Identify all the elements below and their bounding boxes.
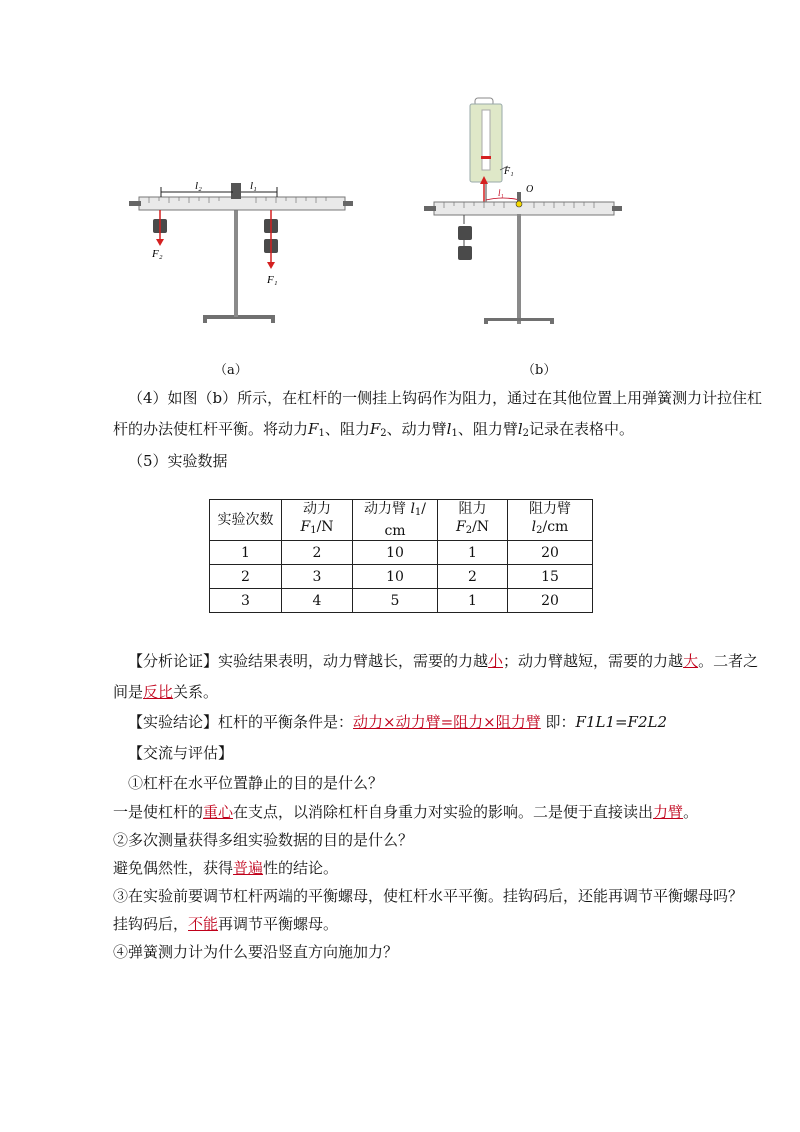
right-nut xyxy=(343,201,353,206)
label-l2: l₂ xyxy=(195,180,202,192)
table-row: 3 4 5 1 20 xyxy=(210,589,593,613)
pivot-b xyxy=(516,201,522,207)
answer-2: 避免偶然性，获得普遍性的结论。 xyxy=(113,859,339,877)
stand-pole-b xyxy=(517,214,521,324)
label-O: O xyxy=(526,184,534,195)
left-nut xyxy=(129,201,141,206)
analysis-line1: 【分析论证】实验结果表明，动力臂越长，需要的力越小；动力臂越短，需要的力越大。二者之 xyxy=(128,652,759,670)
header-load-force: 阻力 $F_2/N$ xyxy=(438,500,508,541)
figure-a-caption: （a） xyxy=(214,363,248,378)
paragraph-4-line2: 杆的办法使杠杆平衡。将动力$F_1$、阻力$F_2$、动力臂$l_1$、阻力臂$l_2$记录在表格中。 xyxy=(113,420,635,439)
question-3: ③在实验前要调节杠杆两端的平衡螺母，使杠杆水平平衡。挂钩码后，还能再调节平衡螺母吗？ xyxy=(113,887,744,905)
label-F2: F₂ xyxy=(152,248,163,260)
lever-bar-b xyxy=(434,202,614,215)
hanging-weight-1 xyxy=(458,226,472,240)
conclusion-line: 【实验结论】杠杆的平衡条件是：动力×动力臂=阻力×阻力臂 即：F1L1=F2L2 xyxy=(128,713,668,731)
lever-bar xyxy=(139,197,345,210)
data-table xyxy=(209,499,593,613)
table-row: 2 3 10 2 15 xyxy=(210,565,593,589)
header-trial: 实验次数 xyxy=(210,500,282,541)
answer-1: 一是使杠杆的重心在支点，以消除杠杆自身重力对实验的影响。二是便于直接读出力臂。 xyxy=(113,803,699,821)
label-F1-b: F₁ xyxy=(504,166,514,177)
header-load-arm: 阻力臂 $l_2/cm$ xyxy=(508,500,593,541)
header-effort-arm: 动力臂 $l_1/$ cm xyxy=(353,500,438,541)
question-1: ①杠杆在水平位置静止的目的是什么？ xyxy=(128,774,384,792)
figure-b-lever-diagram xyxy=(420,92,630,334)
question-4: ④弹簧测力计为什么要沿竖直方向施加力？ xyxy=(113,943,399,961)
table-row: 1 2 10 1 20 xyxy=(210,541,593,565)
hanging-weight-2 xyxy=(458,246,472,260)
table-header-row xyxy=(210,500,593,541)
header-effort-force: 动力 $F_1/N$ xyxy=(282,500,353,541)
label-l1-b: l₁ xyxy=(498,188,504,198)
paragraph-4-line1: （4）如图（b）所示，在杠杆的一侧挂上钩码作为阻力，通过在其他位置上用弹簧测力计拉住杠 xyxy=(128,389,763,407)
paragraph-5: （5）实验数据 xyxy=(128,452,228,470)
answer-3: 挂钩码后，不能再调节平衡螺母。 xyxy=(113,915,339,933)
figure-b-caption: （b） xyxy=(522,363,557,378)
discussion-heading: 【交流与评估】 xyxy=(128,744,234,762)
figure-a-lever-diagram xyxy=(125,175,355,335)
label-l1: l₁ xyxy=(250,180,257,192)
question-2: ②多次测量获得多组实验数据的目的是什么？ xyxy=(113,831,414,849)
analysis-line2: 间是反比关系。 xyxy=(113,683,219,701)
label-F1: F₁ xyxy=(267,274,278,286)
pivot xyxy=(231,183,241,199)
stand-base xyxy=(203,315,275,323)
